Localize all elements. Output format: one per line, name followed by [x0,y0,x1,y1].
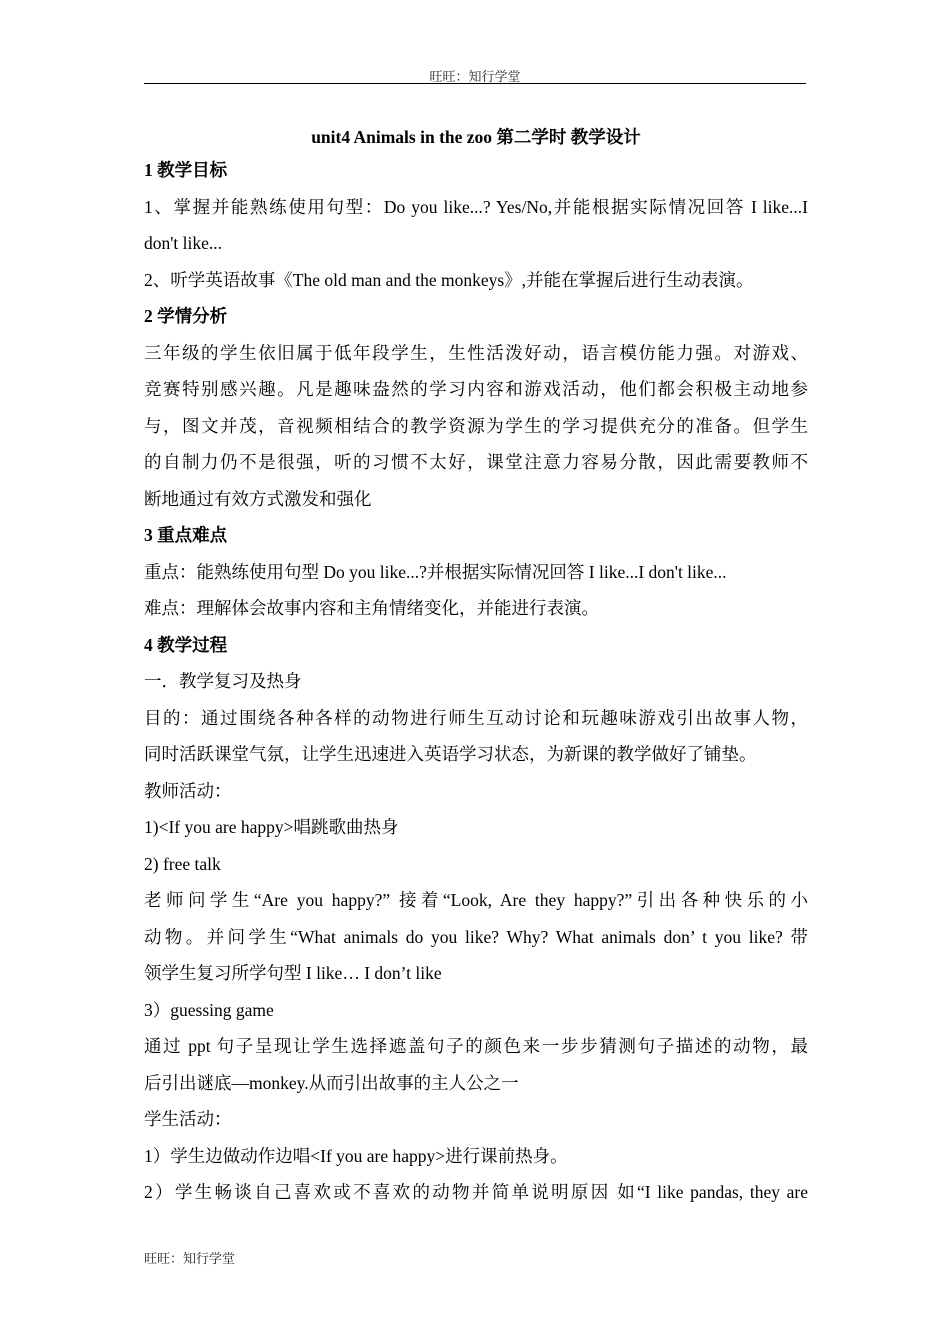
paragraph-line: 2、听学英语故事《The old man and the monkeys》,并能在掌握后进行生动表演。 [144,269,754,290]
document-lines [144,158,808,1217]
page-footer: 旺旺：知行学堂 [144,1251,236,1266]
paragraph-line: 的自制力仍不是很强，听的习惯不太好，课堂注意力容易分散，因此需要教师不 [144,452,808,472]
document-body [144,124,808,1217]
paragraph-line: 三年级的学生依旧属于低年段学生，生性活泼好动，语言模仿能力强。对游戏、 [144,342,808,363]
paragraph-line: 同时活跃课堂气氛，让学生迅速进入英语学习状态，为新课的教学做好了铺垫。 [144,744,757,764]
paragraph-line: 后引出谜底—monkey.从而引出故事的主人公之一 [144,1072,519,1093]
paragraph-line: 1）学生边做动作边唱<If you are happy>进行课前热身。 [144,1145,568,1166]
paragraph-line: 重点：能熟练使用句型 Do you like...?并根据实际情况回答 I like...I don't like... [144,561,727,582]
section-heading: 1 教学目标 [144,160,228,180]
paragraph-line: 2）学生畅谈自己喜欢或不喜欢的动物并简单说明原因 如“I like pandas, they are [144,1182,808,1202]
paragraph-line: 学生活动： [144,1109,232,1129]
page-header: 旺旺：知行学堂 [429,69,521,84]
paragraph-line: 一．教学复习及热身 [144,671,302,691]
paragraph-line: don't like... [144,233,223,253]
paragraph-line: 2) free talk [144,853,221,874]
paragraph-line: 竞赛特别感兴趣。凡是趣味盎然的学习内容和游戏活动，他们都会积极主动地参 [144,379,808,399]
paragraph-line: 教师活动： [144,780,232,801]
section-heading: 3 重点难点 [144,525,228,545]
paragraph-line: 领学生复习所学句型 I like… I don’t like [144,963,442,983]
paragraph-line: 3）guessing game [144,999,274,1020]
paragraph-line: 与，图文并茂，音视频相结合的教学资源为学生的学习提供充分的准备。但学生 [144,415,808,436]
paragraph-line: 目的：通过围绕各种各样的动物进行师生互动讨论和玩趣味游戏引出故事人物， [144,707,808,728]
header-divider [144,83,806,84]
paragraph-line: 1)<If you are happy>唱跳歌曲热身 [144,817,399,837]
section-heading: 2 学情分析 [144,306,228,326]
paragraph-line: 断地通过有效方式激发和强化 [144,488,372,509]
paragraph-line: 难点：理解体会故事内容和主角情绪变化，并能进行表演。 [144,598,599,618]
section-heading: 4 教学过程 [144,634,228,655]
paragraph-line: 通过 ppt 句子呈现让学生选择遮盖句子的颜色来一步步猜测句子描述的动物，最 [144,1036,808,1056]
paragraph-line: 老师问学生“Are you happy?” 接着“Look, Are they happy?”引出各种快乐的小 [144,890,808,910]
document-title: unit4 Animals in the zoo 第二学时 教学设计 [311,127,641,147]
paragraph-line: 1、掌握并能熟练使用句型：Do you like...? Yes/No,并能根据实际情况回答 I like...I [144,196,808,217]
paragraph-line: 动物。并问学生“What animals do you like? Why? What animals don’ t you like? 带 [144,926,808,947]
